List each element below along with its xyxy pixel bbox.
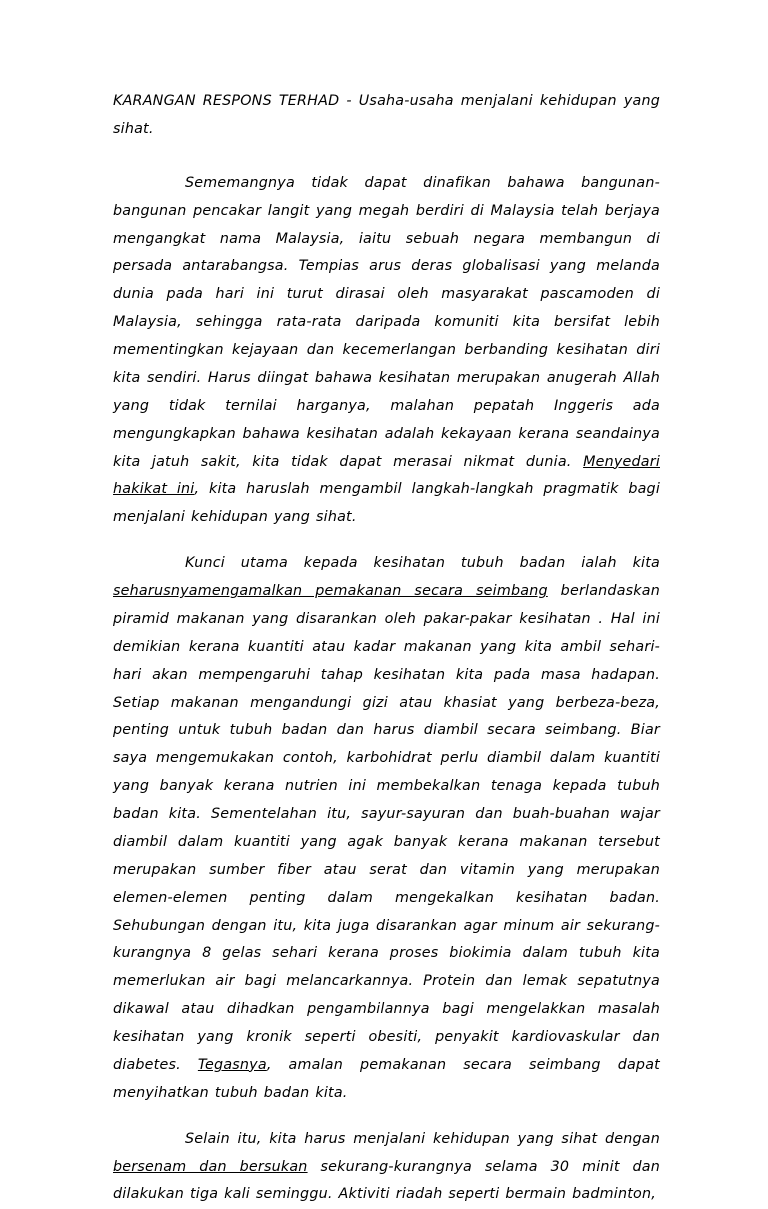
underlined-phrase: seharusnyamengamalkan pemakanan secara seimbang — [113, 583, 548, 599]
paragraph-text: sekurang-kurangnya selama 30 minit dan dilakukan tiga kali seminggu. Aktiviti riadah seperti bermain badminton, — [113, 1158, 660, 1203]
paragraph-text: Kunci utama kepada kesihatan tubuh badan ialah kita — [185, 555, 660, 572]
paragraph-container — [113, 170, 660, 1209]
paragraph-text: , kita haruslah mengambil langkah-langkah pragmatik bagi menjalani kehidupan yang sihat. — [113, 481, 660, 526]
essay-type-label: KARANGAN RESPONS TERHAD - — [113, 93, 359, 109]
paragraph-text: Sememangnya tidak dapat dinafikan bahawa bangunan-bangunan pencakar langit yang megah berdiri di Malaysia telah berjaya mengangkat nama Malaysia, iaitu sebuah negara membangun di persada antarabangsa. Tempias arus deras globalisasi yang melanda dunia pada hari ini turut dirasai oleh masyarakat pascamoden di Malaysia, sehingga rata-rata daripada komuniti kita bersifat lebih mementingkan kejayaan dan kecemerlangan berbanding kesihatan diri kita sendiri. Harus diingat bahawa kesihatan merupakan anugerah Allah yang tidak ternilai harganya, malahan pepatah Inggeris ada mengungkapkan bahawa kesihatan adalah kekayaan kerana seandainya kita jatuh sakit, kita tidak dapat merasai nikmat dunia. — [113, 174, 660, 470]
paragraph-text: Selain itu, kita harus menjalani kehidupan yang sihat dengan — [185, 1130, 660, 1147]
paragraph-text: , amalan pemakanan secara seimbang dapat menyihatkan tubuh badan kita. — [113, 1056, 660, 1101]
paragraph-text: berlandaskan piramid makanan yang disarankan oleh pakar-pakar kesihatan . Hal ini demikian kerana kuantiti atau kadar makanan yang kita ambil sehari-hari akan mempengaruhi tahap kesihatan kita pada masa hadapan. Setiap makanan mengandungi gizi atau khasiat yang berbeza-beza, penting untuk tubuh badan dan harus diambil secara seimbang. Biar saya mengemukakan contoh, karbohidrat perlu diambil dalam kuantiti yang banyak kerana nutrien ini membekalkan tenaga kepada tubuh badan kita. Sementelahan itu, sayur-sayuran dan buah-buahan wajar diambil dalam kuantiti yang agak banyak kerana makanan tersebut merupakan sumber fiber atau serat dan vitamin yang merupakan elemen-elemen penting dalam mengekalkan kesihatan badan. Sehubungan dengan itu, kita juga disarankan agar minum air sekurang-kurangnya 8 gelas sehari kerana proses biokimia dalam tubuh kita memerlukan air bagi melancarkannya. Protein dan lemak sepatutnya dikawal atau dihadkan pengambilannya bagi mengelakkan masalah kesihatan yang kronik seperti obesiti, penyakit kardiovaskular dan diabetes. — [113, 583, 661, 1073]
underlined-phrase: Menyedari hakikat ini — [113, 453, 660, 498]
document-text-body — [113, 88, 660, 1209]
document-title-line — [113, 88, 660, 144]
essay-topic: Usaha-usaha menjalani kehidupan yang sihat. — [113, 93, 660, 137]
para-1 — [113, 170, 660, 532]
underlined-phrase: bersenam dan bersukan — [113, 1158, 308, 1175]
para-3 — [113, 1126, 660, 1209]
para-2 — [113, 550, 660, 1108]
underlined-phrase: Tegasnya — [197, 1056, 267, 1073]
